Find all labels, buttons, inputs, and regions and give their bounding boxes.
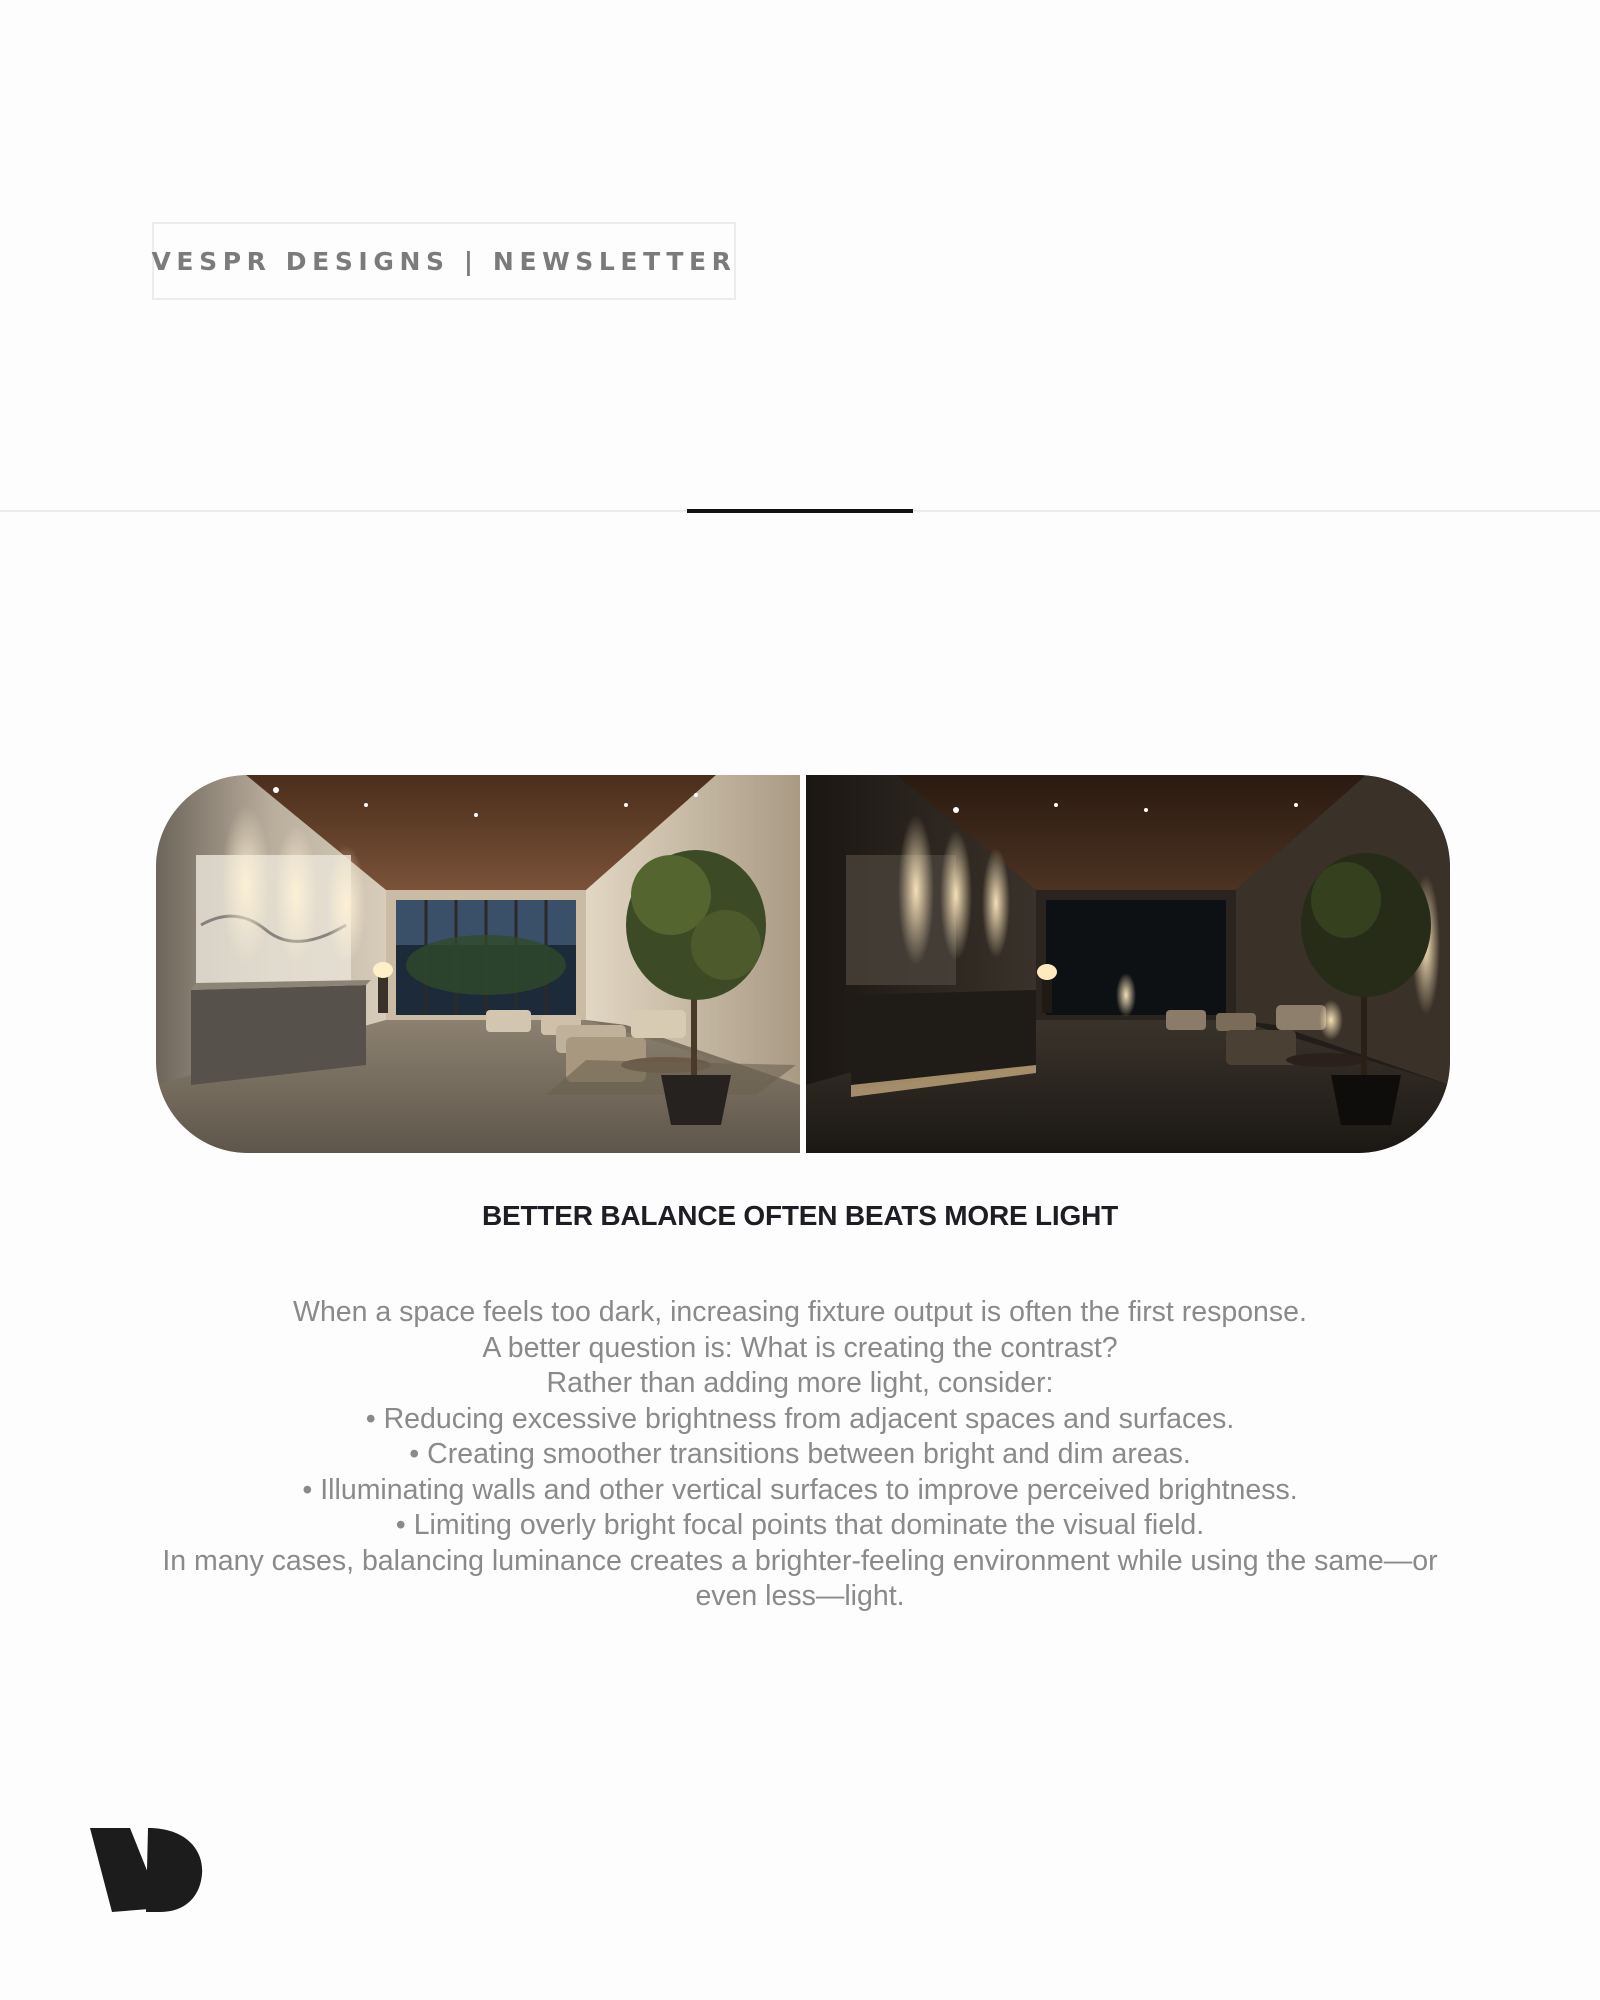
article-line: When a space feels too dark, increasing fixture output is often the first response.	[293, 1296, 1307, 1328]
article-bullet: • Limiting overly bright focal points that dominate the visual field.	[395, 1509, 1205, 1541]
newsletter-header-tag	[152, 222, 736, 300]
lobby-photo-bright	[156, 775, 800, 1153]
hero-image-pair	[156, 775, 1450, 1153]
article-line: In many cases, balancing luminance creates a brighter-feeling environment while using the same—or even less—light.	[162, 1544, 1438, 1612]
vespr-logo-icon	[88, 1826, 204, 1914]
article-line: Rather than adding more light, consider:	[546, 1367, 1054, 1399]
article-line: A better question is: What is creating the contrast?	[482, 1331, 1118, 1364]
section-divider-accent	[687, 509, 913, 513]
article-title: BETTER BALANCE OFTEN BEATS MORE LIGHT	[481, 1200, 1119, 1231]
newsletter-header-label: VESPR DESIGNS | NEWSLETTER	[151, 246, 737, 276]
lobby-photo-balanced	[806, 775, 1450, 1153]
article-bullet: • Reducing excessive brightness from adjacent spaces and surfaces.	[365, 1402, 1235, 1435]
article-bullet: • Illuminating walls and other vertical surfaces to improve perceived brightness.	[302, 1473, 1298, 1506]
article-bullet: • Creating smoother transitions between bright and dim areas.	[409, 1438, 1191, 1470]
article-body	[160, 1295, 1440, 1615]
